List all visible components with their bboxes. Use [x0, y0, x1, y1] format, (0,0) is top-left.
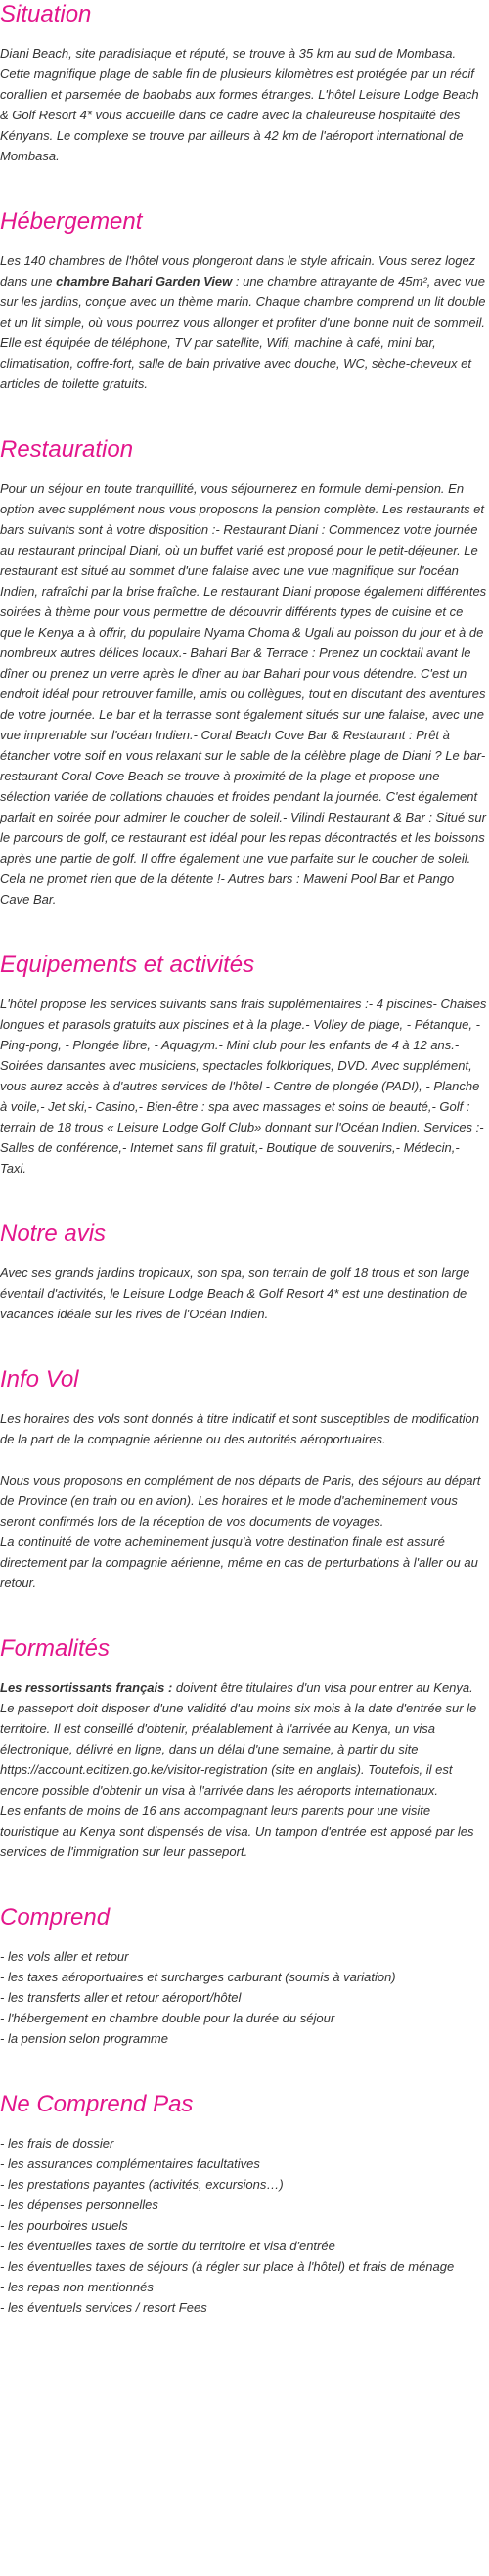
section-title-ne-comprend-pas: Ne Comprend Pas	[0, 2091, 194, 2117]
list-item: - les dépenses personnelles	[0, 2198, 158, 2212]
list-item: - les frais de dossier	[0, 2136, 114, 2151]
hebergement-text	[0, 250, 487, 394]
list-item: - les prestations payantes (activités, excursions…)	[0, 2177, 284, 2192]
info-vol-paragraph-1: Les horaires des vols sont donnés à titre indicatif et sont susceptibles de modification de la part de la compagnie aérienne ou des autorités aéroportuaires.	[0, 1411, 479, 1446]
section-title-comprend: Comprend	[0, 1904, 111, 1931]
restauration-text: Pour un séjour en toute tranquillité, vous séjournerez en formule demi-pension. En option avec supplément nous vous proposons la pension complète. Les restaurants et bars suivants sont à votre disposition :- Restaurant Diani : Commencez votre journée au restaurant principal Diani, où un buffet varié est proposé pour le petit-déjeuner. Le restaurant est situé au sommet d'une falaise avec une vue magnifique sur l'océan Indien, rafraîchi par la brise fraîche. Le restaurant Diani propose également différentes soirées à thème pour vous permettre de découvrir différents types de cuisine et ce que le Kenya a à offrir, du populaire Nyama Choma & Ugali au poisson du jour et à de nombreux autres délices locaux.- Bahari Bar & Terrace : Prenez un cocktail avant le dîner ou prenez un verre après le dîner au bar Bahari pour vous détendre. C'est un endroit idéal pour retrouver famille, amis ou collègues, tout en discutant des aventures de votre journée. Le bar et la terrasse sont également situés sur une falaise, avec une vue imprenable sur l'océan Indien.- Coral Beach Cove Bar & Restaurant : Prêt à étancher votre soif en vous relaxant sur le sable de la célèbre plage de Diani ? Le bar-restaurant Coral Cove Beach se trouve à proximité de la plage et propose une sélection variée de collations chaudes et froides pendant la journée. C'est également parfait en soirée pour admirer le coucher de soleil.- Vilindi Restaurant & Bar : Situé sur le parcours de golf, ce restaurant est idéal pour les repas décontractés et les boissons après une partie de golf. Il offre également une vue parfaite sur le coucher de soleil. Cela ne promet rien que de la détente !- Autres bars : Maweni Pool Bar et Pango Cave Bar.	[0, 481, 487, 907]
section-formalites	[0, 1634, 487, 1862]
spacer	[0, 1449, 487, 1470]
section-equipements	[0, 951, 487, 1178]
section-title-info-vol: Info Vol	[0, 1366, 79, 1393]
hebergement-text-after: : une chambre attrayante de 45m², avec vue sur les jardins, conçue avec un thème marin. Chaque chambre comprend un lit double et un lit simple, où vous pourrez vous allonger et profiter d'une bonne nuit de sommeil. Elle est équipée de téléphone, TV par satellite, Wifi, machine à café, mini bar, climatisation, coffre-fort, salle de bain privative avec douche, WC, sèche-cheveux et articles de toilette gratuits.	[0, 274, 486, 391]
list-item: - les taxes aéroportuaires et surcharges carburant (soumis à variation)	[0, 1970, 396, 1984]
formalites-paragraph-1	[0, 1677, 487, 1800]
formalites-text-1: doivent être titulaires d'un visa pour entrer au Kenya. Le passeport doit disposer d'une validité d'au moins six mois à la date d'entrée sur le territoire. Il est conseillé d'obtenir, préalablement à l'arrivée au Kenya, un visa électronique, délivré en ligne, dans un délai d'une semaine, à partir du site https://account.ecitizen.go.ke/visitor-registration (site en anglais). Toutefois, il est encore possible d'obtenir un visa à l'arrivée dans les aéroports internationaux.	[0, 1680, 477, 1798]
section-ne-comprend-pas	[0, 2090, 487, 2318]
section-title-formalites: Formalités	[0, 1635, 111, 1662]
section-hebergement	[0, 207, 487, 394]
avis-text: Avec ses grands jardins tropicaux, son spa, son terrain de golf 18 trous et son large éventail d'activités, le Leisure Lodge Beach & Golf Resort 4* est une destination de vacances idéale sur les rives de l'Océan Indien.	[0, 1266, 470, 1321]
list-item: - les pourboires usuels	[0, 2218, 128, 2233]
hebergement-room-name: chambre Bahari Garden View	[56, 274, 233, 289]
list-item: - les éventuelles taxes de sortie du territoire et visa d'entrée	[0, 2239, 335, 2253]
comprend-list	[0, 1946, 487, 2049]
section-avis	[0, 1220, 487, 1324]
equipements-text: L'hôtel propose les services suivants sans frais supplémentaires :- 4 piscines- Chaises longues et parasols gratuits aux piscines et à la plage.- Volley de plage, - Pétanque, - Ping-pong, - Plongée libre, - Aquagym.- Mini club pour les enfants de 4 à 12 ans.- Soirées dansantes avec musiciens, spectacles folkloriques, DVD. Avec supplément, vous aurez accès à d'autres services de l'hôtel - Centre de plongée (PADI), - Planche à voile,- Jet ski,- Casino,- Bien-être : spa avec massages et soins de beauté,- Golf : terrain de 18 trous « Leisure Lodge Golf Club» donnant sur l'Océan Indien. Services :- Salles de conférence,- Internet sans fil gratuit,- Boutique de souvenirs,- Médecin,- Taxi.	[0, 997, 487, 1176]
list-item: - les assurances complémentaires facultatives	[0, 2156, 260, 2171]
list-item: - l'hébergement en chambre double pour la durée du séjour	[0, 2011, 335, 2025]
section-situation	[0, 0, 487, 166]
section-title-restauration: Restauration	[0, 436, 134, 463]
section-comprend	[0, 1903, 487, 2049]
section-title-avis: Notre avis	[0, 1221, 107, 1247]
section-info-vol	[0, 1365, 487, 1593]
formalites-paragraph-2: Les enfants de moins de 16 ans accompagnant leurs parents pour une visite touristique au Kenya sont dispensés de visa. Un tampon d'entrée est apposé par les services de l'immigration sur leur passeport.	[0, 1803, 474, 1859]
ne-comprend-list	[0, 2133, 487, 2318]
list-item: - les transferts aller et retour aéroport/hôtel	[0, 1990, 242, 2005]
formalites-bold-label: Les ressortissants français :	[0, 1680, 173, 1695]
section-title-equipements: Equipements et activités	[0, 952, 255, 978]
situation-text: Diani Beach, site paradisiaque et réputé, se trouve à 35 km au sud de Mombasa. Cette magnifique plage de sable fin de plusieurs kilomètres est protégée par un récif corallien et parsemée de baobabs aux formes étranges. L'hôtel Leisure Lodge Beach & Golf Resort 4* vous accueille dans ce cadre avec la chaleureuse hospitalité des Kényans. Le complexe se trouve par ailleurs à 42 km de l'aéroport international de Mombasa.	[0, 46, 479, 163]
list-item: - les éventuels services / resort Fees	[0, 2300, 207, 2315]
list-item: - les éventuelles taxes de séjours (à régler sur place à l'hôtel) et frais de ménage	[0, 2259, 455, 2274]
list-item: - les repas non mentionnés	[0, 2280, 154, 2294]
list-item: - les vols aller et retour	[0, 1949, 129, 1964]
section-restauration	[0, 435, 487, 910]
section-title-hebergement: Hébergement	[0, 208, 143, 235]
list-item: - la pension selon programme	[0, 2031, 168, 2046]
info-vol-paragraph-3: La continuité de votre acheminement jusqu'à votre destination finale est assuré directement par la compagnie aérienne, même en cas de perturbations à l'aller ou au retour.	[0, 1534, 478, 1590]
section-title-situation: Situation	[0, 1, 92, 27]
hebergement-text-before: Les 140 chambres de l'hôtel vous plongeront dans le style africain. Vous serez logez dans une	[0, 253, 476, 289]
info-vol-paragraph-2: Nous vous proposons en complément de nos départs de Paris, des séjours au départ de Province (en train ou en avion). Les horaires et le mode d'acheminement vous seront confirmés lors de la réception de vos documents de voyages.	[0, 1473, 481, 1529]
